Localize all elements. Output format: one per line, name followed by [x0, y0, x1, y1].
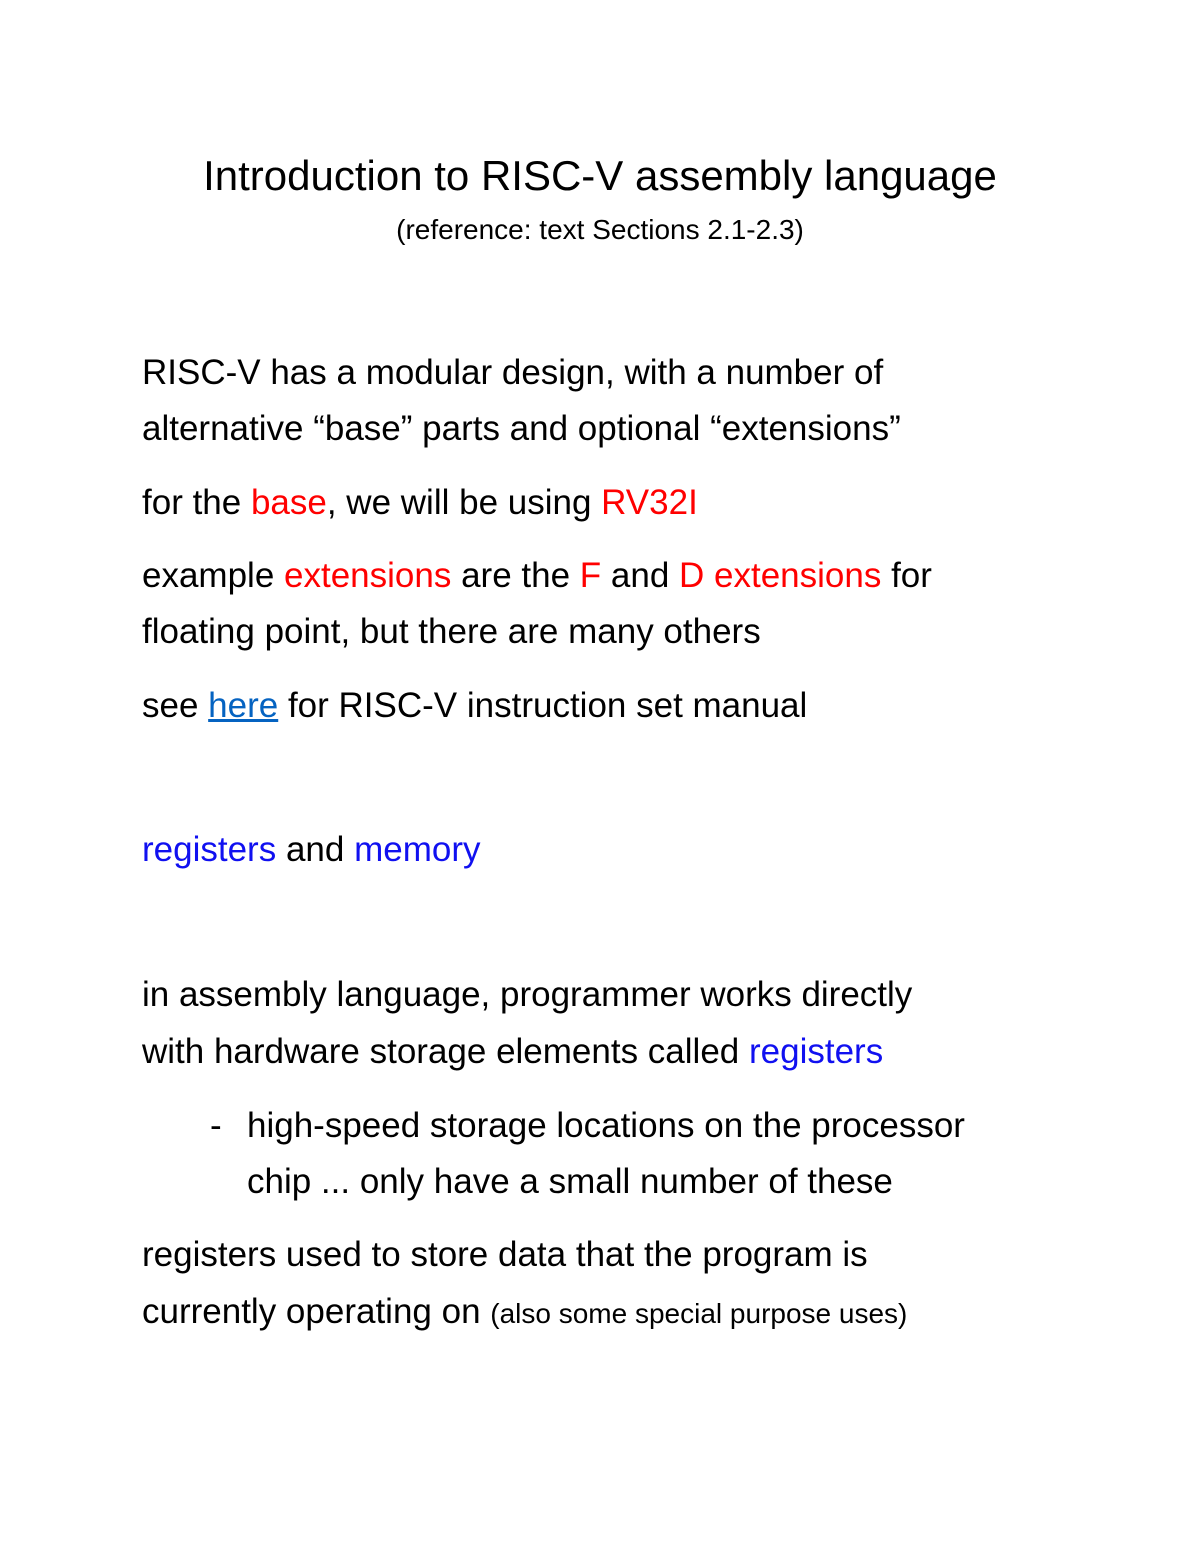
registers-term: registers [748, 1032, 884, 1071]
para1-line1: RISC-V has a modular design, with a number of [142, 353, 884, 392]
bullet-line2: chip ... only have a small number of these [247, 1162, 893, 1201]
para3-and: and [601, 556, 680, 595]
rv32i-term: RV32I [601, 483, 698, 522]
memory-heading-term: memory [354, 830, 481, 869]
page-subtitle: (reference: text Sections 2.1-2.3) [396, 214, 804, 245]
para2-middle: , we will be using [326, 483, 602, 522]
para4-suffix: for RISC-V instruction set manual [278, 686, 808, 725]
para3-prefix: example [142, 556, 285, 595]
para4-line [142, 684, 807, 728]
para3-line2: floating point, but there are many others [142, 612, 761, 651]
para4-prefix: see [142, 686, 209, 725]
para2-prefix: for the [142, 483, 251, 522]
base-term: base [250, 483, 327, 522]
d-extensions-term: D extensions [679, 556, 882, 595]
para6-line2-note: (also some special purpose uses) [490, 1298, 908, 1329]
para3-for: for [881, 556, 932, 595]
registers-heading-term: registers [142, 830, 277, 869]
para6-line2-main: currently operating on [142, 1292, 491, 1331]
manual-link[interactable]: here [208, 686, 279, 725]
page-title: Introduction to RISC-V assembly language [203, 152, 997, 199]
para5-line2 [142, 1030, 883, 1074]
para3-are-the: are the [451, 556, 580, 595]
para2-line [142, 481, 698, 525]
f-extension-term: F [579, 556, 602, 595]
para5-line2-prefix: with hardware storage elements called [142, 1032, 749, 1071]
para6-line1: registers used to store data that the program is [142, 1235, 868, 1274]
para6-line2 [142, 1290, 907, 1336]
bullet-dash: - [210, 1106, 222, 1145]
para5-line1: in assembly language, programmer works directly [142, 975, 913, 1014]
bullet-line1: high-speed storage locations on the processor [247, 1106, 965, 1145]
extensions-term: extensions [284, 556, 452, 595]
para3-line1 [142, 554, 932, 598]
section-heading [142, 828, 480, 872]
heading-and: and [276, 830, 355, 869]
para1-line2: alternative “base” parts and optional “extensions” [142, 409, 901, 448]
